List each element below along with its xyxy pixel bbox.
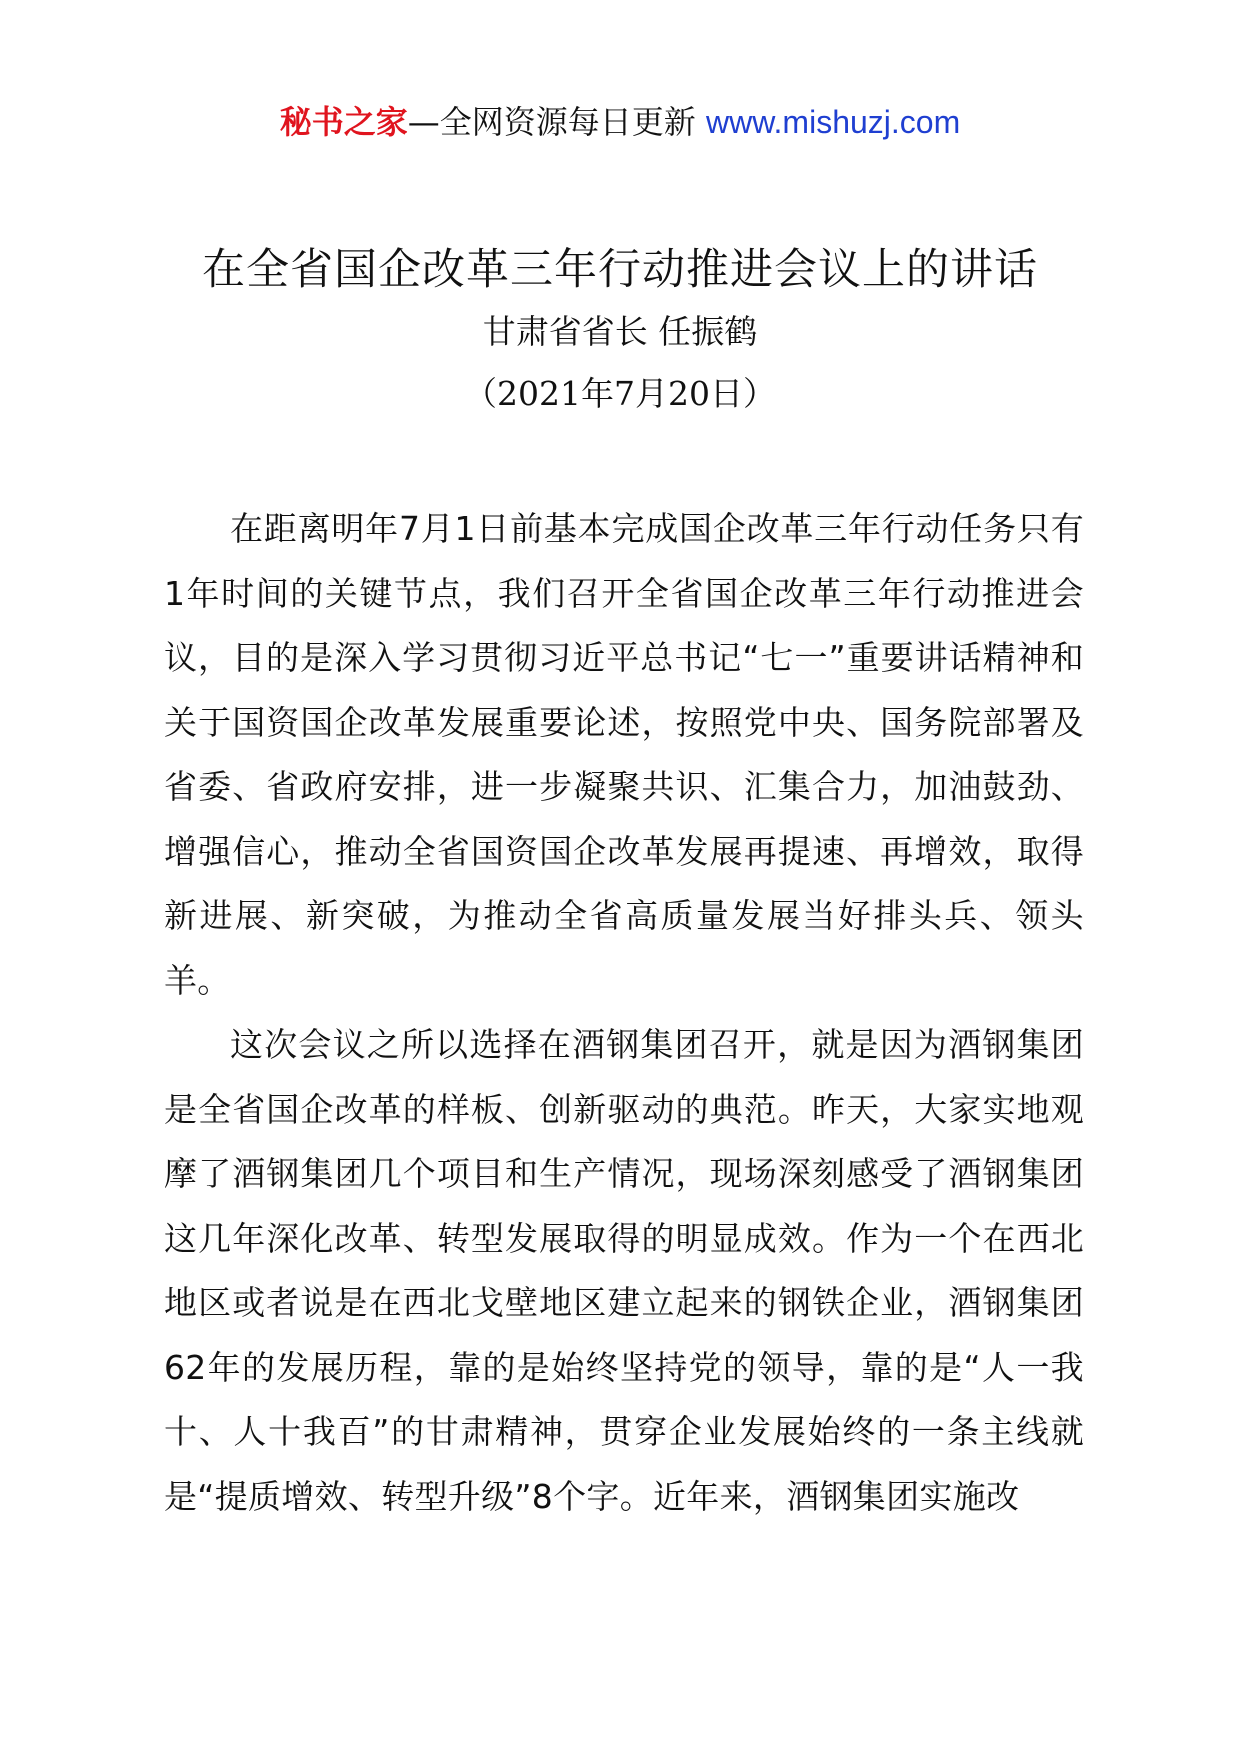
site-url-link[interactable]: www.mishuzj.com xyxy=(705,104,961,140)
document-author: 甘肃省省长 任振鹤 xyxy=(482,312,758,351)
document-date: （2021年7月20日） xyxy=(464,374,776,413)
body-paragraph: 在距离明年7月1日前基本完成国企改革三年行动任务只有1年时间的关键节点，我们召开全省国企改革三年行动推进会议，目的是深入学习贯彻习近平总书记“七一”重要讲话精神和关于国资国企改革发展重要论述，按照党中央、国务院部署及省委、省政府安排，进一步凝聚共识、汇集合力，加油鼓劲、增强信心，推动全省国资国企改革发展再提速、再增效，取得新进展、新突破，为推动全省高质量发展当好排头兵、领头羊。 xyxy=(164,509,1084,1000)
body-paragraph: 这次会议之所以选择在酒钢集团召开，就是因为酒钢集团是全省国企改革的样板、创新驱动的典范。昨天，大家实地观摩了酒钢集团几个项目和生产情况，现场深刻感受了酒钢集团这几年深化改革、转型发展取得的明显成效。作为一个在西北地区或者说是在西北戈壁地区建立起来的钢铁企业，酒钢集团62年的发展历程，靠的是始终坚持党的领导，靠的是“人一我十、人十我百”的甘肃精神，贯穿企业发展始终的一条主线就是“提质增效、转型升级”8个字。近年来，酒钢集团实施改 xyxy=(164,1025,1084,1516)
site-brand: 秘书之家 xyxy=(279,103,408,141)
document-title: 在全省国企改革三年行动推进会议上的讲话 xyxy=(202,245,1038,295)
site-banner xyxy=(0,100,1240,144)
document-body xyxy=(164,497,1084,1529)
site-tagline: —全网资源每日更新 xyxy=(407,103,696,141)
